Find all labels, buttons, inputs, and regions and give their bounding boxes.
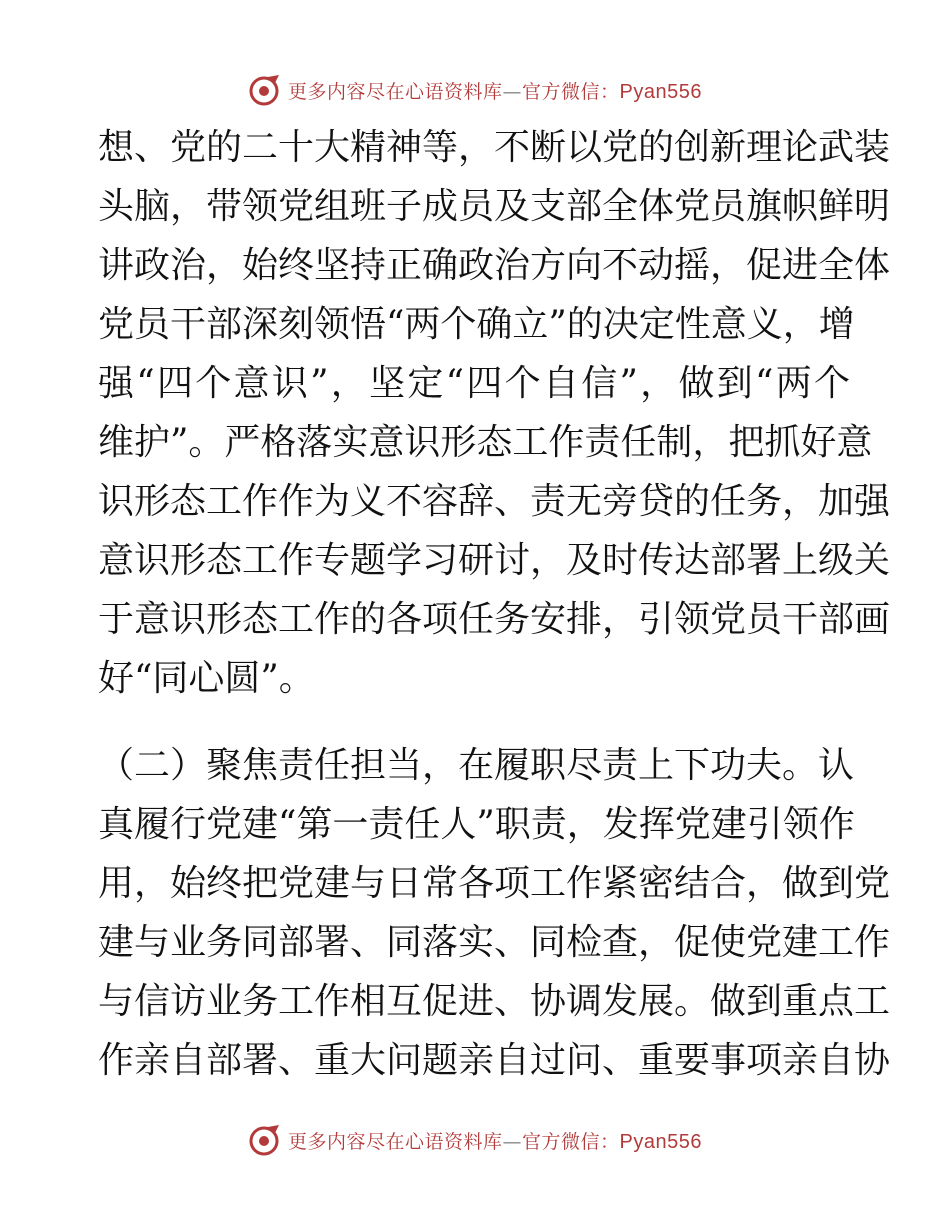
watermark-wechat-id: Pyan556 (619, 1130, 702, 1153)
paragraph-2 (98, 736, 891, 1090)
text-line: 建与业务同部署、同落实、同检查，促使党建工作 (98, 922, 891, 963)
watermark-title: 更多内容尽在心语资料库 (288, 80, 503, 103)
watermark-dash: — (502, 80, 523, 103)
watermark-title: 更多内容尽在心语资料库 (288, 1130, 503, 1153)
text-line: 讲政治，始终坚持正确政治方向不动摇，促进全体 (98, 245, 891, 286)
document-body (98, 118, 891, 1090)
text-line: 用，始终把党建与日常各项工作紧密结合，做到党 (98, 863, 891, 904)
text-line: 维护”。严格落实意识形态工作责任制，把抓好意 (98, 422, 873, 463)
footer-watermark-text (288, 1127, 702, 1154)
text-line: 好“同心圆”。 (98, 658, 315, 699)
watermark-wechat-id: Pyan556 (619, 80, 702, 103)
text-line: 意识形态工作专题学习研讨，及时传达部署上级关 (98, 540, 891, 581)
header-watermark-text (288, 77, 702, 104)
watermark-wechat-label: 官方微信： (522, 1130, 620, 1153)
brand-logo-icon (248, 1123, 282, 1157)
watermark-dash: — (502, 1130, 523, 1153)
text-line: 想、党的二十大精神等，不断以党的创新理论武装 (98, 127, 891, 168)
paragraph-gap (98, 708, 850, 736)
text-line: 党员干部深刻领悟“两个确立”的决定性意义，增 (98, 304, 855, 345)
text-line: 于意识形态工作的各项任务安排，引领党员干部画 (98, 599, 891, 640)
brand-logo-icon (248, 73, 282, 107)
paragraph-1 (98, 118, 891, 708)
text-line: 真履行党建“第一责任人”职责，发挥党建引领作 (98, 804, 855, 845)
text-line: （二）聚焦责任担当，在履职尽责上下功夫。认 (98, 745, 855, 786)
text-line: 与信访业务工作相互促进、协调发展。做到重点工 (98, 981, 891, 1022)
watermark-wechat-label: 官方微信： (522, 80, 620, 103)
header-watermark-banner (0, 70, 950, 110)
text-line: 识形态工作作为义不容辞、责无旁贷的任务，加强 (98, 481, 891, 522)
text-line: 作亲自部署、重大问题亲自过问、重要事项亲自协 (98, 1040, 891, 1081)
text-line: 头脑，带领党组班子成员及支部全体党员旗帜鲜明 (98, 186, 891, 227)
text-line: 强“四个意识”，坚定“四个自信”，做到“两个 (98, 363, 850, 404)
footer-watermark-banner (0, 1120, 950, 1160)
